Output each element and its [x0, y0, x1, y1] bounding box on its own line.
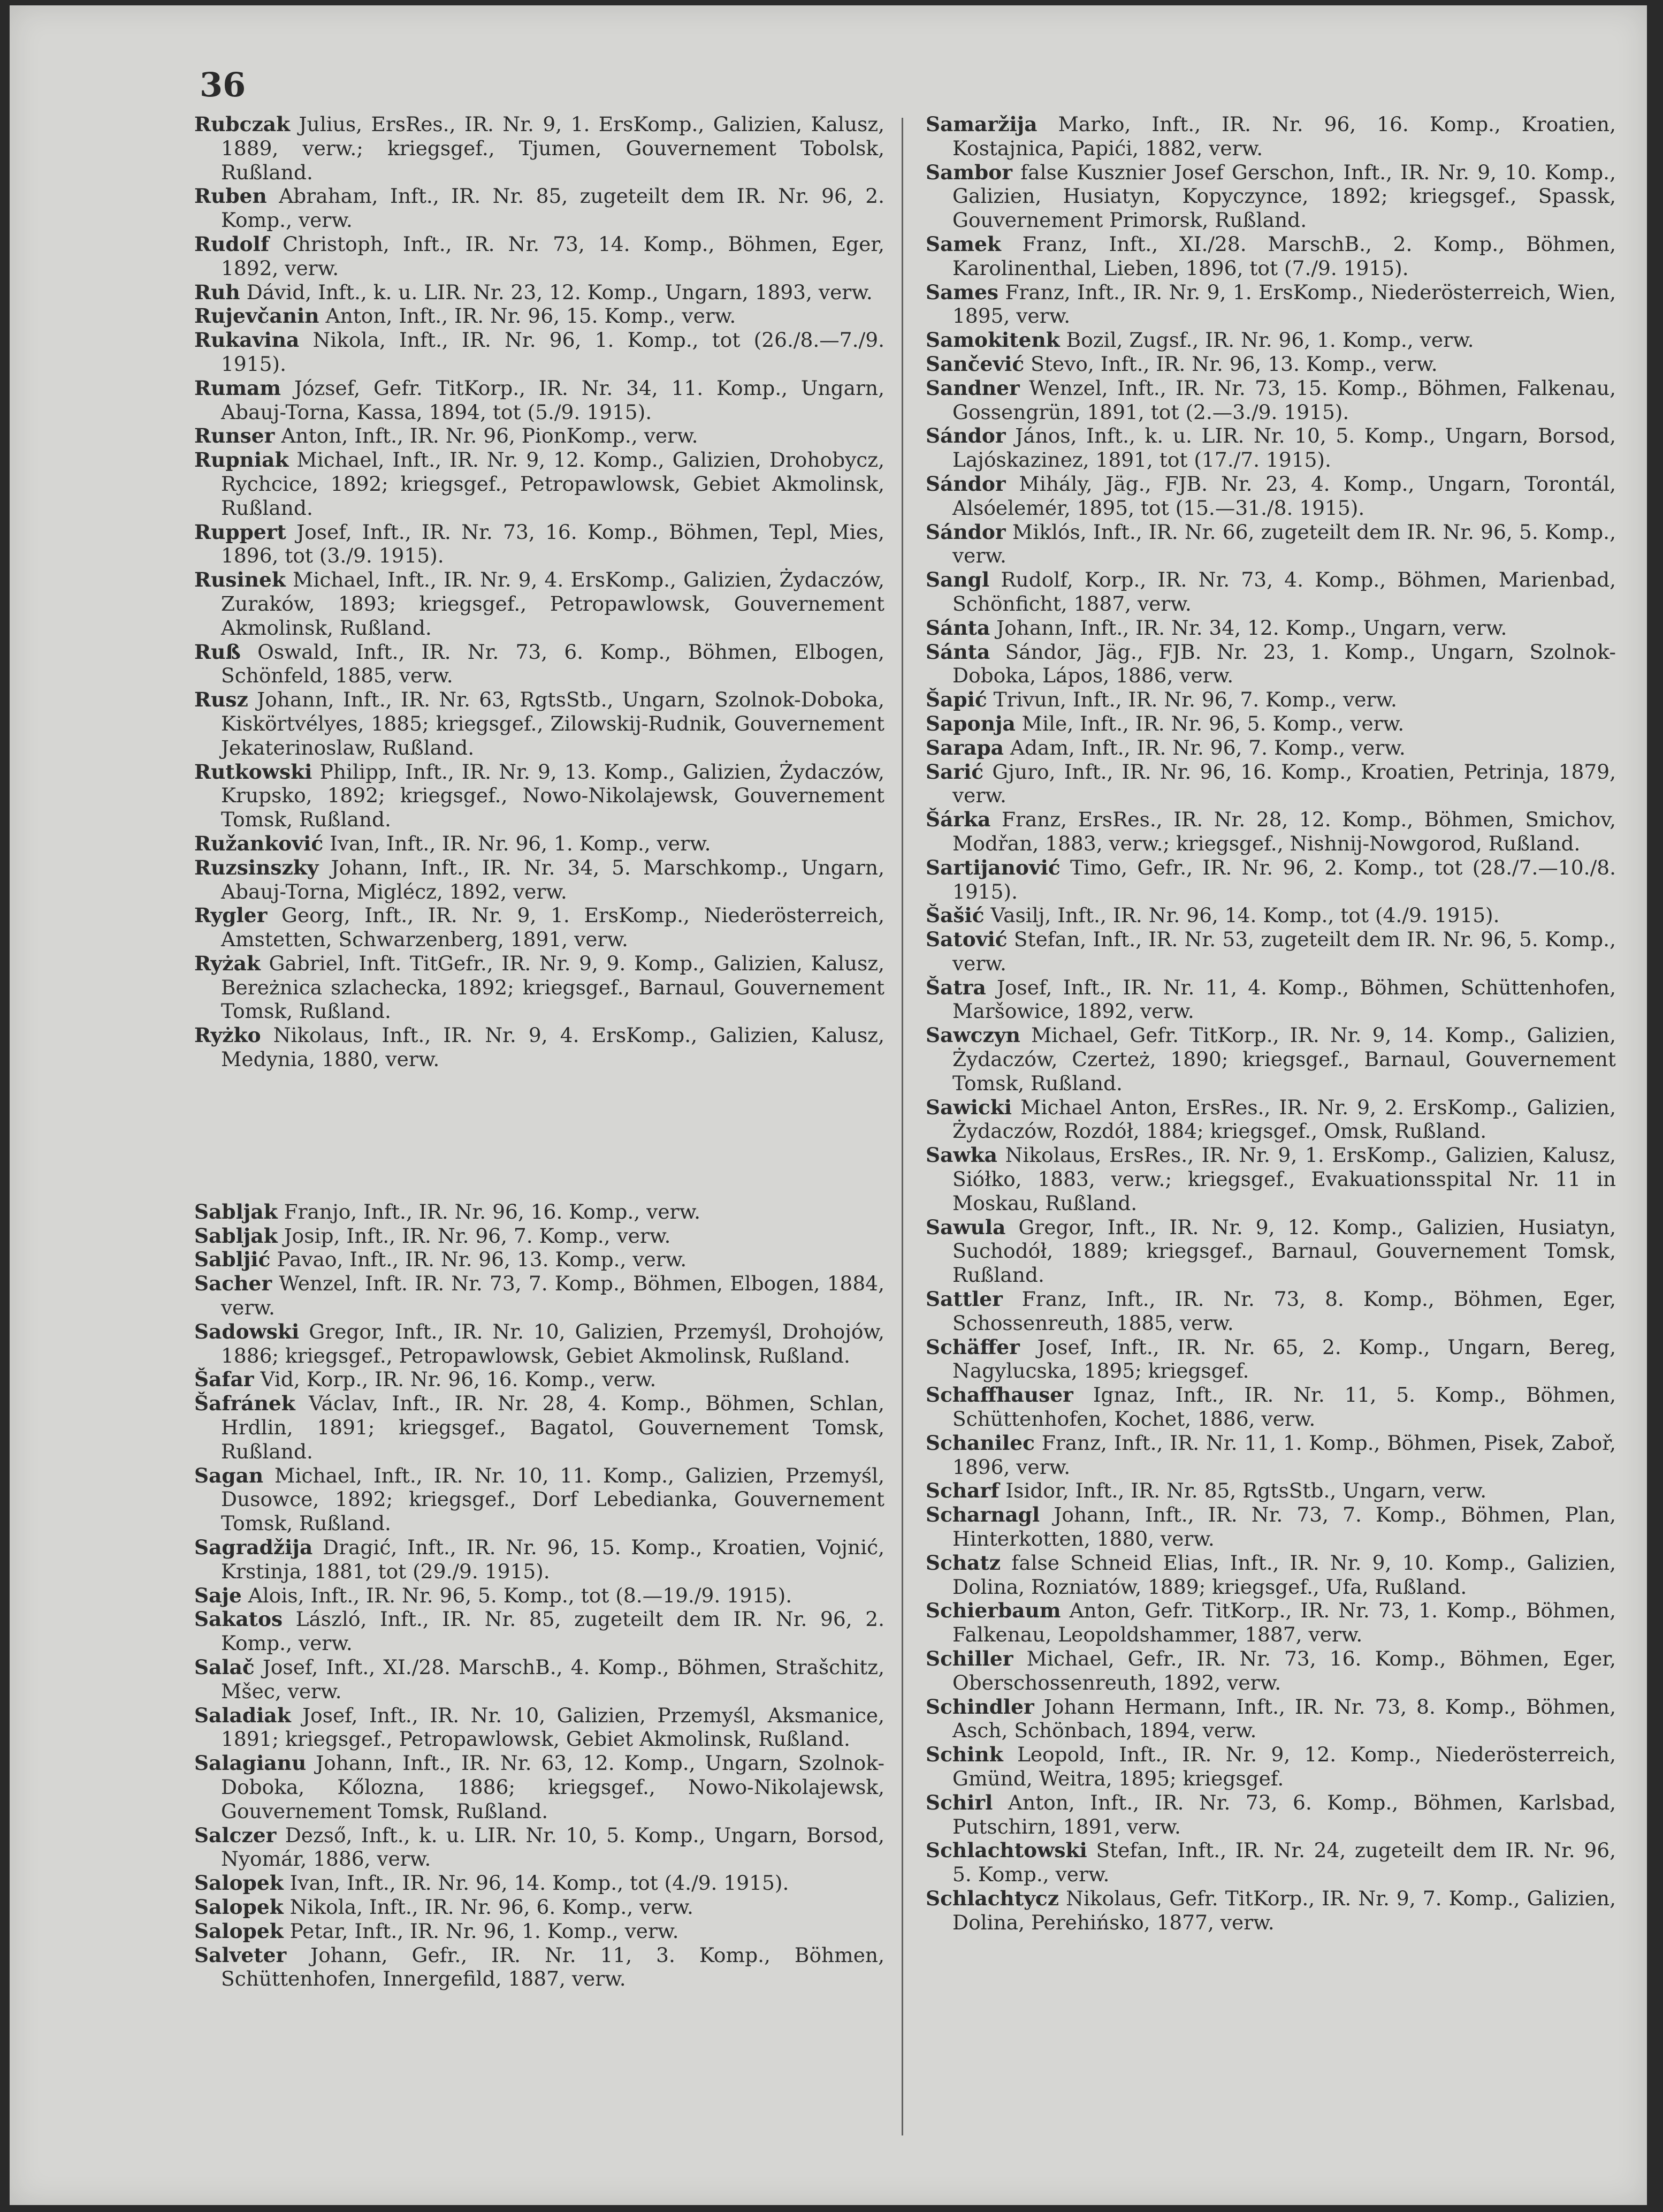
register-entry [926, 1479, 1616, 1503]
entry-surname: Schlachtowski [926, 1838, 1087, 1863]
entry-surname: Ryżko [194, 1023, 261, 1047]
entry-surname: Sagradžija [194, 1536, 313, 1560]
entry-surname: Rupniak [194, 448, 289, 472]
entry-details: Michael, Gefr. TitKorp., IR. Nr. 9, 14. Komp., Galizien, Żydaczów, Czerteż, 1890; kriegsgef., Barnaul, Gouvernement Tomsk, Rußland. [952, 1023, 1616, 1095]
register-entry [926, 1096, 1616, 1144]
entry-surname: Samokitenk [926, 328, 1060, 352]
register-entry [926, 736, 1616, 760]
entry-details: Johann, Inft., IR. Nr. 34, 12. Komp., Ungarn, verw. [990, 615, 1507, 640]
register-entry [926, 328, 1616, 352]
entry-details: false Kusznier Josef Gerschon, Inft., IR. Nr. 9, 10. Komp., Galizien, Husiatyn, Kopyczynce, 1892; kriegsgef., Spassk, Gouvernement Primorsk, Rußland. [952, 160, 1616, 232]
entry-surname: Sándor [926, 520, 1006, 544]
register-entry [194, 1392, 884, 1463]
register-entry [926, 928, 1616, 976]
entry-details: Anton, Gefr. TitKorp., IR. Nr. 73, 1. Komp., Böhmen, Falkenau, Leopoldshammer, 1887, verw. [952, 1599, 1616, 1647]
entry-details: Vid, Korp., IR. Nr. 96, 16. Komp., verw. [254, 1367, 657, 1392]
entry-surname: Šafránek [194, 1392, 295, 1416]
entry-surname: Sabljak [194, 1199, 278, 1223]
entry-details: Johann, Gefr., IR. Nr. 11, 3. Komp., Böhmen, Schüttenhofen, Innergefild, 1887, verw. [221, 1943, 884, 1991]
register-entry [194, 280, 884, 305]
entry-surname: Šatra [926, 975, 986, 999]
entry-details: Nikolaus, Gefr. TitKorp., IR. Nr. 9, 7. Komp., Galizien, Dolina, Perehińsko, 1877, verw. [952, 1886, 1616, 1934]
register-entry [926, 1143, 1616, 1215]
entry-details: Michael, Inft., IR. Nr. 10, 11. Komp., Galizien, Przemyśl, Dusowce, 1892; kriegsgef., Dorf Lebedianka, Gouvernement Tomsk, Rußland. [221, 1463, 884, 1536]
entry-details: Mihály, Jäg., FJB. Nr. 23, 4. Komp., Ungarn, Torontál, Alsóelemér, 1895, tot (15.—31./8. 1915). [952, 472, 1616, 520]
register-entry [926, 161, 1616, 232]
entry-details: Franz, Inft., IR. Nr. 9, 1. ErsKomp., Niederösterreich, Wien, 1895, verw. [952, 280, 1616, 328]
register-entry [194, 952, 884, 1023]
entry-details: Michael, Inft., IR. Nr. 9, 4. ErsKomp., Galizien, Żydaczów, Zuraków, 1893; kriegsgef., Petropawlowsk, Gouvernement Akmolinsk, Rußland. [221, 568, 884, 640]
register-entry [926, 1791, 1616, 1839]
entry-surname: Sawula [926, 1215, 1006, 1239]
entry-surname: Ruh [194, 280, 240, 304]
register-entry [194, 688, 884, 759]
register-entry [926, 472, 1616, 520]
register-entry [926, 280, 1616, 329]
entry-surname: Sagan [194, 1463, 264, 1487]
register-entry [926, 1335, 1616, 1384]
entry-details: Oswald, Inft., IR. Nr. 73, 6. Komp., Böhmen, Elbogen, Schönfeld, 1885, verw. [221, 640, 884, 688]
register-entry [926, 424, 1616, 472]
entry-surname: Saladiak [194, 1703, 291, 1727]
entry-surname: Salač [194, 1655, 255, 1679]
entry-surname: Salagianu [194, 1751, 307, 1775]
entry-details: Georg, Inft., IR. Nr. 9, 1. ErsKomp., Niederösterreich, Amstetten, Schwarzenberg, 1891, verw. [221, 903, 884, 952]
entry-surname: Samek [926, 232, 1001, 256]
entry-surname: Sarić [926, 759, 984, 784]
entry-surname: Ružanković [194, 831, 324, 855]
page-number: 36 [200, 65, 246, 104]
entry-details: Johann, Inft., IR. Nr. 73, 7. Komp., Böhmen, Plan, Hinterkotten, 1880, verw. [952, 1503, 1616, 1551]
entry-details: Josef, Inft., IR. Nr. 73, 16. Komp., Böhmen, Tepl, Mies, 1896, tot (3./9. 1915). [221, 520, 884, 568]
register-entry [926, 976, 1616, 1024]
entry-surname: Ruzsinszky [194, 855, 319, 879]
register-entry [194, 328, 884, 376]
entry-details: Timo, Gefr., IR. Nr. 96, 2. Komp., tot (28./7.—10./8. 1915). [952, 855, 1616, 903]
entry-details: Gjuro, Inft., IR. Nr. 96, 16. Komp., Kroatien, Petrinja, 1879, verw. [952, 759, 1616, 808]
register-entry [926, 1599, 1616, 1647]
entry-details: Wenzel, Inft. IR. Nr. 73, 7. Komp., Böhmen, Elbogen, 1884, verw. [221, 1272, 884, 1320]
entry-details: Michael, Gefr., IR. Nr. 73, 16. Komp., Böhmen, Eger, Oberschossenreuth, 1892, verw. [952, 1647, 1616, 1694]
entry-details: Dragić, Inft., IR. Nr. 96, 15. Komp., Kroatien, Vojnić, Krstinja, 1881, tot (29./9. 1915). [221, 1536, 884, 1583]
entry-details: Dávid, Inft., k. u. LIR. Nr. 23, 12. Komp., Ungarn, 1893, verw. [240, 280, 873, 304]
entry-details: Abraham, Inft., IR. Nr. 85, zugeteilt dem IR. Nr. 96, 2. Komp., verw. [221, 184, 884, 232]
register-entry [926, 856, 1616, 904]
entry-surname: Scharf [926, 1479, 1000, 1503]
entry-surname: Rusz [194, 688, 248, 712]
register-entry [194, 1919, 884, 1943]
entry-details: Franz, Inft., IR. Nr. 73, 8. Komp., Böhmen, Eger, Schossenreuth, 1885, verw. [952, 1287, 1616, 1335]
entry-surname: Rudolf [194, 232, 270, 256]
entry-surname: Sánta [926, 640, 990, 664]
entry-details: Nikola, Inft., IR. Nr. 96, 6. Komp., verw. [283, 1895, 693, 1919]
register-entry [194, 424, 884, 448]
register-entry [194, 640, 884, 688]
register-entry [194, 1751, 884, 1823]
register-entry [926, 1838, 1616, 1887]
entry-surname: Sartijanović [926, 855, 1061, 879]
register-entry [194, 1248, 884, 1272]
entry-surname: Sakatos [194, 1607, 283, 1631]
register-entry [926, 1887, 1616, 1935]
entry-details: Marko, Inft., IR. Nr. 96, 16. Komp., Kroatien, Kostajnica, Papići, 1882, verw. [952, 112, 1616, 160]
entry-surname: Salopek [194, 1919, 284, 1943]
entry-surname: Schäffer [926, 1335, 1020, 1359]
entry-surname: Rukavina [194, 328, 300, 352]
entry-details: Trivun, Inft., IR. Nr. 96, 7. Komp., verw. [987, 688, 1397, 712]
entry-details: Josip, Inft., IR. Nr. 96, 7. Komp., verw. [277, 1223, 671, 1248]
entry-details: Sándor, Jäg., FJB. Nr. 23, 1. Komp., Ungarn, Szolnok-Doboka, Lápos, 1886, verw. [952, 640, 1616, 688]
entry-details: Josef, Inft., XI./28. MarschB., 4. Komp., Böhmen, Strašchitz, Mšec, verw. [221, 1655, 884, 1703]
register-entry [194, 1584, 884, 1608]
register-entry [194, 832, 884, 856]
entry-surname: Runser [194, 424, 275, 448]
register-entry [194, 1320, 884, 1368]
entry-details: Stefan, Inft., IR. Nr. 24, zugeteilt dem IR. Nr. 96, 5. Komp., verw. [952, 1838, 1616, 1887]
entry-surname: Sarapa [926, 735, 1004, 759]
entry-details: Johann, Inft., IR. Nr. 63, 12. Komp., Ungarn, Szolnok-Doboka, Kőlozna, 1886; kriegsgef., Nowo-Nikolajewsk, Gouvernement Tomsk, Rußland. [221, 1751, 884, 1823]
entry-details: Nikolaus, ErsRes., IR. Nr. 9, 1. ErsKomp., Galizien, Kalusz, Siółko, 1883, verw.; kriegsgef., Evakuationsspital Nr. 11 in Moskau, Rußland. [952, 1143, 1616, 1215]
entry-details: Franjo, Inft., IR. Nr. 96, 16. Komp., verw. [277, 1199, 701, 1223]
entry-details: Christoph, Inft., IR. Nr. 73, 14. Komp., Böhmen, Eger, 1892, verw. [221, 232, 884, 280]
entry-details: Gabriel, Inft. TitGefr., IR. Nr. 9, 9. Komp., Galizien, Kalusz, Bereżnica szlachecka, 1892; kriegsgef., Barnaul, Gouvernement Tomsk, Rußland. [221, 951, 884, 1023]
register-entry [926, 1551, 1616, 1599]
entry-details: János, Inft., k. u. LIR. Nr. 10, 5. Komp., Ungarn, Borsod, Lajóskazinez, 1891, tot (17./7. 1915). [952, 424, 1616, 472]
entry-surname: Sangl [926, 568, 990, 592]
entry-surname: Rubczak [194, 112, 291, 136]
register-entry [926, 352, 1616, 376]
register-entry [194, 1704, 884, 1752]
entry-details: Mile, Inft., IR. Nr. 96, 5. Komp., verw. [1015, 711, 1405, 735]
entry-surname: Rutkowski [194, 759, 312, 784]
entry-surname: Sadowski [194, 1319, 300, 1343]
entry-surname: Rusinek [194, 568, 286, 592]
entry-details: Gregor, Inft., IR. Nr. 9, 12. Komp., Galizien, Husiatyn, Suchodół, 1889; kriegsgef., Barnaul, Gouvernement Tomsk, Rußland. [952, 1215, 1616, 1287]
entry-surname: Sawicki [926, 1095, 1012, 1119]
entry-surname: Scharnagl [926, 1503, 1040, 1527]
register-entry [194, 232, 884, 280]
register-entry [194, 184, 884, 232]
register-entry [926, 1383, 1616, 1431]
entry-details: Josef, Inft., IR. Nr. 11, 4. Komp., Böhmen, Schüttenhofen, Maršowice, 1892, verw. [952, 975, 1616, 1023]
entry-details: Johann, Inft., IR. Nr. 63, RgtsStb., Ungarn, Szolnok-Doboka, Kiskörtvélyes, 1885; kriegsgef., Zilowskij-Rudnik, Gouvernement Jekaterinoslaw, Rußland. [221, 688, 884, 759]
entry-surname: Ruß [194, 640, 241, 664]
register-entry [194, 1023, 884, 1071]
register-entry [194, 1367, 884, 1392]
register-entry [194, 112, 884, 184]
entry-surname: Schierbaum [926, 1599, 1061, 1623]
entry-details: Anton, Inft., IR. Nr. 73, 6. Komp., Böhmen, Karlsbad, Putschirn, 1891, verw. [952, 1790, 1616, 1838]
entry-details: Vasilj, Inft., IR. Nr. 96, 14. Komp., tot (4./9. 1915). [984, 903, 1500, 928]
register-entry [194, 520, 884, 568]
entry-details: Alois, Inft., IR. Nr. 96, 5. Komp., tot (8.—19./9. 1915). [241, 1583, 792, 1607]
register-entry [194, 568, 884, 640]
entry-details: Johann, Inft., IR. Nr. 34, 5. Marschkomp., Ungarn, Abauj-Torna, Miglécz, 1892, verw. [221, 855, 884, 903]
entry-details: Nikolaus, Inft., IR. Nr. 9, 4. ErsKomp., Galizien, Kalusz, Medynia, 1880, verw. [221, 1023, 884, 1071]
entry-surname: Salopek [194, 1871, 284, 1895]
entry-details: Bozil, Zugsf., IR. Nr. 96, 1. Komp., verw. [1059, 328, 1474, 352]
entry-surname: Sawczyn [926, 1023, 1020, 1047]
entry-details: Michael, Inft., IR. Nr. 9, 12. Komp., Galizien, Drohobycz, Rychcice, 1892; kriegsgef., Petropawlowsk, Gebiet Akmolinsk, Rußland. [221, 448, 884, 520]
entry-details: Stefan, Inft., IR. Nr. 53, zugeteilt dem IR. Nr. 96, 5. Komp., verw. [952, 928, 1616, 975]
register-entry [194, 1272, 884, 1320]
entry-details: Franz, ErsRes., IR. Nr. 28, 12. Komp., Böhmen, Smichov, Modřan, 1883, verw.; kriegsgef., Nishnij-Nowgorod, Rußland. [952, 808, 1616, 855]
register-entry [926, 640, 1616, 688]
entry-details: Nikola, Inft., IR. Nr. 96, 1. Komp., tot (26./8.—7./9. 1915). [221, 328, 884, 376]
entry-details: Rudolf, Korp., IR. Nr. 73, 4. Komp., Böhmen, Marienbad, Schönficht, 1887, verw. [952, 568, 1616, 615]
entry-details: Dezső, Inft., k. u. LIR. Nr. 10, 5. Komp., Ungarn, Borsod, Nyomár, 1886, verw. [221, 1823, 884, 1871]
entry-surname: Saje [194, 1583, 242, 1607]
entry-details: Julius, ErsRes., IR. Nr. 9, 1. ErsKomp., Galizien, Kalusz, 1889, verw.; kriegsgef., Tjumen, Gouvernement Tobolsk, Rußland. [221, 112, 884, 184]
entry-details: Philipp, Inft., IR. Nr. 9, 13. Komp., Galizien, Żydaczów, Krupsko, 1892; kriegsgef., Nowo-Nikolajewsk, Gouvernement Tomsk, Rußland. [221, 759, 884, 832]
entry-details: Anton, Inft., IR. Nr. 96, 15. Komp., verw. [319, 304, 736, 328]
entry-details: József, Gefr. TitKorp., IR. Nr. 34, 11. Komp., Ungarn, Abauj-Torna, Kassa, 1894, tot (5./9. 1915). [221, 376, 884, 424]
entry-surname: Ruppert [194, 520, 286, 544]
entry-details: Josef, Inft., IR. Nr. 10, Galizien, Przemyśl, Aksmanice, 1891; kriegsgef., Petropawlowsk, Gebiet Akmolinsk, Rußland. [221, 1703, 884, 1751]
register-entry [926, 1503, 1616, 1551]
register-entry [194, 1823, 884, 1872]
entry-surname: Sawka [926, 1143, 997, 1167]
entry-surname: Sánta [926, 615, 990, 640]
entry-details: Franz, Inft., XI./28. MarschB., 2. Komp., Böhmen, Karolinenthal, Lieben, 1896, tot (7./9. 1915). [952, 232, 1616, 280]
entry-surname: Rygler [194, 903, 268, 928]
register-entry [194, 903, 884, 952]
entry-surname: Salveter [194, 1943, 287, 1967]
entry-surname: Salopek [194, 1895, 284, 1919]
entry-surname: Sambor [926, 160, 1013, 184]
register-entry [926, 1431, 1616, 1479]
register-entry [194, 760, 884, 832]
entry-surname: Samaržija [926, 112, 1038, 136]
entry-details: Pavao, Inft., IR. Nr. 96, 13. Komp., verw. [270, 1248, 687, 1272]
register-entry [194, 448, 884, 520]
register-entry [926, 568, 1616, 616]
entry-surname: Sabljak [194, 1223, 278, 1248]
entry-details: Isidor, Inft., IR. Nr. 85, RgtsStb., Ungarn, verw. [999, 1479, 1487, 1503]
entry-details: Václav, Inft., IR. Nr. 28, 4. Komp., Böhmen, Schlan, Hrdlin, 1891; kriegsgef., Bagatol, Gouvernement Tomsk, Rußland. [221, 1392, 884, 1463]
entry-surname: Ryżak [194, 951, 261, 975]
entry-details: Petar, Inft., IR. Nr. 96, 1. Komp., verw. [283, 1919, 679, 1943]
entry-surname: Sandner [926, 376, 1020, 400]
entry-details: László, Inft., IR. Nr. 85, zugeteilt dem IR. Nr. 96, 2. Komp., verw. [221, 1607, 884, 1655]
section-gap [194, 1071, 884, 1200]
entry-details: Wenzel, Inft., IR. Nr. 73, 15. Komp., Böhmen, Falkenau, Gossengrün, 1891, tot (2.—3./9. 1915). [952, 376, 1616, 424]
register-entry [194, 1200, 884, 1224]
register-entry [926, 112, 1616, 161]
register-entry [926, 520, 1616, 568]
right-column [926, 112, 1616, 1935]
register-entry [926, 688, 1616, 712]
entry-surname: Šapić [926, 688, 987, 712]
entry-details: false Schneid Elias, Inft., IR. Nr. 9, 10. Komp., Galizien, Dolina, Rozniatów, 1889; kriegsgef., Ufa, Rußland. [952, 1550, 1616, 1599]
entry-surname: Schlachtycz [926, 1886, 1059, 1910]
register-entry [926, 1215, 1616, 1287]
entry-details: Ivan, Inft., IR. Nr. 96, 1. Komp., verw. [323, 831, 711, 855]
document-page [10, 5, 1647, 2205]
entry-surname: Satović [926, 928, 1008, 952]
register-entry [926, 1695, 1616, 1743]
entry-details: Franz, Inft., IR. Nr. 11, 1. Komp., Böhmen, Pisek, Zaboř, 1896, verw. [952, 1431, 1616, 1479]
entry-surname: Schatz [926, 1550, 1001, 1575]
entry-surname: Šafar [194, 1367, 254, 1392]
entry-surname: Salczer [194, 1823, 277, 1847]
entry-surname: Sacher [194, 1272, 272, 1296]
entry-surname: Schiller [926, 1647, 1013, 1670]
entry-surname: Schink [926, 1743, 1003, 1767]
entry-surname: Schaffhauser [926, 1383, 1073, 1407]
entry-details: Johann Hermann, Inft., IR. Nr. 73, 8. Komp., Böhmen, Asch, Schönbach, 1894, verw. [952, 1694, 1616, 1743]
entry-details: Adam, Inft., IR. Nr. 96, 7. Komp., verw. [1003, 735, 1406, 759]
register-entry [926, 1023, 1616, 1095]
register-entry [926, 1743, 1616, 1791]
register-entry [926, 1287, 1616, 1335]
entry-surname: Ruben [194, 184, 267, 208]
register-entry [926, 232, 1616, 280]
register-entry [926, 903, 1616, 928]
entry-details: Anton, Inft., IR. Nr. 96, PionKomp., verw. [274, 424, 698, 448]
entry-details: Josef, Inft., IR. Nr. 65, 2. Komp., Ungarn, Bereg, Nagylucska, 1895; kriegsgef. [952, 1335, 1616, 1383]
entry-surname: Rumam [194, 376, 281, 400]
register-entry [926, 376, 1616, 424]
entry-surname: Sándor [926, 424, 1006, 448]
entry-surname: Sames [926, 280, 999, 304]
register-entry [926, 616, 1616, 640]
entry-surname: Sančević [926, 352, 1025, 376]
column-divider [902, 118, 903, 2135]
register-entry [194, 1895, 884, 1919]
register-entry [926, 712, 1616, 736]
entry-surname: Schindler [926, 1694, 1034, 1719]
left-column [194, 112, 884, 1991]
register-entry [926, 808, 1616, 856]
entry-surname: Sándor [926, 472, 1006, 496]
entry-surname: Sabljić [194, 1248, 271, 1272]
entry-surname: Saponja [926, 711, 1016, 735]
entry-details: Gregor, Inft., IR. Nr. 10, Galizien, Przemyśl, Drohojów, 1886; kriegsgef., Petropawlowsk, Gebiet Akmolinsk, Rußland. [221, 1319, 884, 1367]
entry-details: Leopold, Inft., IR. Nr. 9, 12. Komp., Niederösterreich, Gmünd, Weitra, 1895; kriegsgef. [952, 1743, 1616, 1790]
register-entry [194, 1464, 884, 1536]
entry-details: Ivan, Inft., IR. Nr. 96, 14. Komp., tot (4./9. 1915). [283, 1871, 789, 1895]
register-entry [926, 760, 1616, 808]
entry-surname: Sattler [926, 1287, 1003, 1311]
register-entry [194, 1943, 884, 1991]
entry-details: Ignaz, Inft., IR. Nr. 11, 5. Komp., Böhmen, Schüttenhofen, Kochet, 1886, verw. [952, 1383, 1616, 1431]
register-entry [194, 1536, 884, 1584]
entry-details: Michael Anton, ErsRes., IR. Nr. 9, 2. ErsKomp., Galizien, Żydaczów, Rozdół, 1884; kriegsgef., Omsk, Rußland. [952, 1095, 1616, 1143]
register-entry [194, 1224, 884, 1248]
entry-surname: Schirl [926, 1790, 993, 1814]
register-entry [194, 1607, 884, 1655]
register-entry [194, 376, 884, 424]
register-entry [194, 856, 884, 904]
register-entry [194, 304, 884, 328]
register-entry [926, 1647, 1616, 1695]
entry-surname: Šašić [926, 903, 985, 928]
entry-details: Miklós, Inft., IR. Nr. 66, zugeteilt dem IR. Nr. 96, 5. Komp., verw. [952, 520, 1616, 568]
register-entry [194, 1655, 884, 1704]
entry-surname: Schanilec [926, 1431, 1035, 1455]
entry-surname: Rujevčanin [194, 304, 319, 328]
entry-details: Stevo, Inft., IR. Nr. 96, 13. Komp., verw. [1024, 352, 1438, 376]
register-entry [194, 1871, 884, 1895]
entry-surname: Šárka [926, 808, 991, 832]
